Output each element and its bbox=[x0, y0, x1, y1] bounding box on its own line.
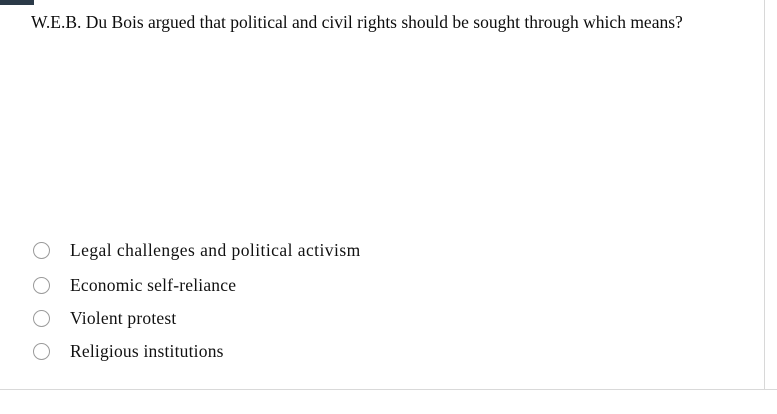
question-text: W.E.B. Du Bois argued that political and civil rights should be sought through which means? bbox=[31, 12, 683, 32]
option-label-1[interactable]: Legal challenges and political activism bbox=[70, 240, 361, 260]
radio-button-icon-4[interactable] bbox=[33, 343, 50, 360]
option-row-2[interactable] bbox=[31, 269, 651, 302]
right-vertical-divider bbox=[764, 0, 765, 389]
bottom-horizontal-divider bbox=[0, 389, 777, 390]
radio-button-icon-1[interactable] bbox=[33, 242, 50, 259]
option-row-4[interactable] bbox=[31, 335, 651, 368]
option-row-1[interactable] bbox=[31, 232, 651, 269]
question-block bbox=[31, 10, 737, 35]
option-label-3[interactable]: Violent protest bbox=[70, 308, 177, 328]
radio-button-icon-2[interactable] bbox=[33, 277, 50, 294]
answer-options-list bbox=[31, 232, 651, 368]
option-row-3[interactable] bbox=[31, 302, 651, 335]
option-label-4[interactable]: Religious institutions bbox=[70, 341, 224, 361]
radio-button-icon-3[interactable] bbox=[33, 310, 50, 327]
option-label-2[interactable]: Economic self-reliance bbox=[70, 275, 237, 295]
top-accent-mark bbox=[0, 0, 34, 5]
